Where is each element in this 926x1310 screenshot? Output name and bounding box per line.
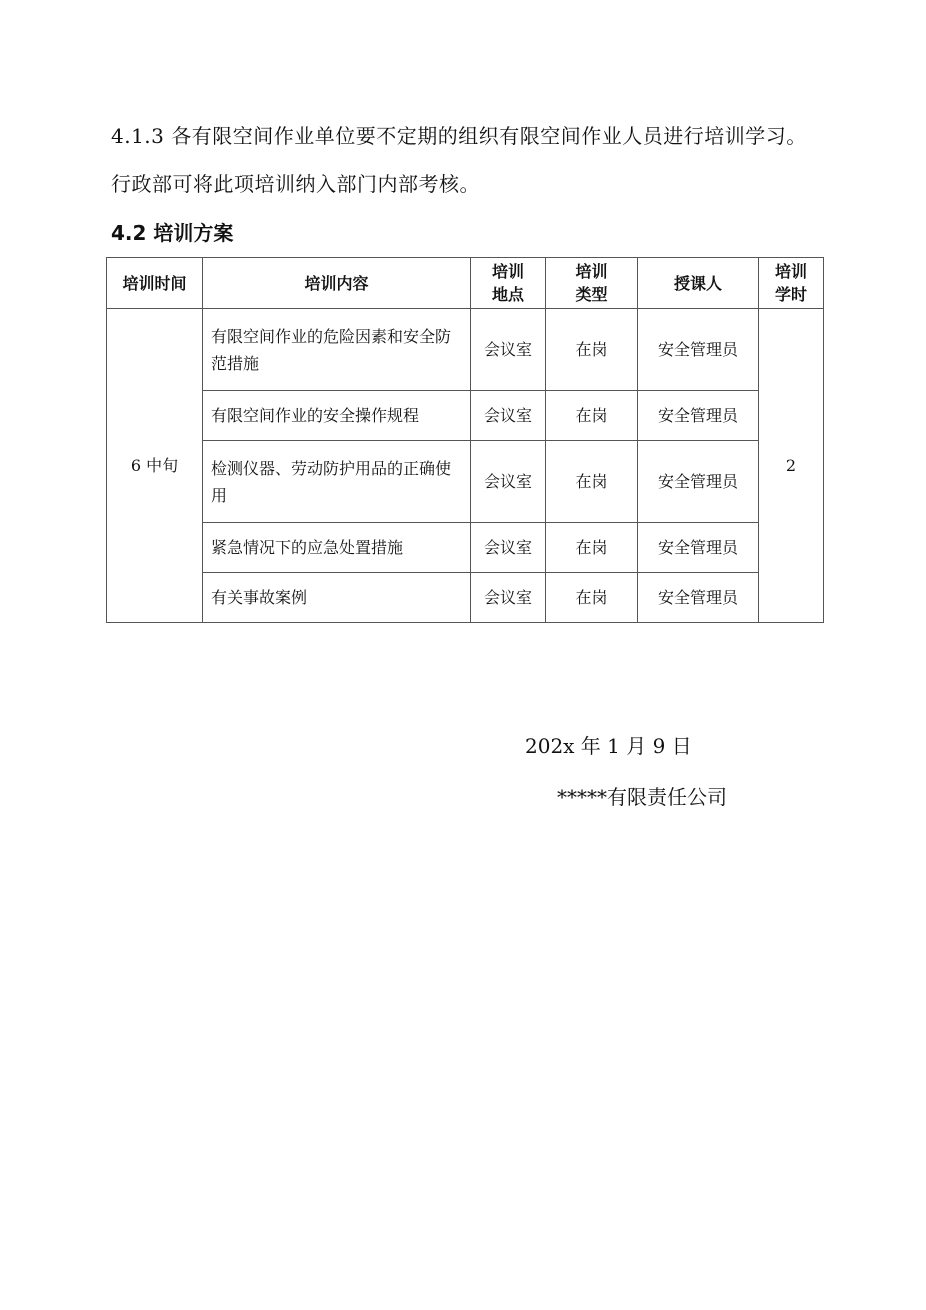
cell-lecturer: 安全管理员: [638, 523, 759, 573]
header-time: 培训时间: [107, 258, 203, 309]
header-location: 培训地点: [471, 258, 546, 309]
cell-lecturer: 安全管理员: [638, 309, 759, 391]
cell-lecturer: 安全管理员: [638, 391, 759, 441]
cell-location: 会议室: [471, 523, 546, 573]
cell-content: 有限空间作业的危险因素和安全防范措施: [203, 309, 471, 391]
table-row: [107, 441, 824, 523]
cell-type: 在岗: [546, 309, 638, 391]
header-content: 培训内容: [203, 258, 471, 309]
header-type: 培训类型: [546, 258, 638, 309]
training-plan-table: [106, 257, 824, 623]
cell-location: 会议室: [471, 309, 546, 391]
cell-time: 6 中旬: [107, 309, 203, 623]
cell-content: 有限空间作业的安全操作规程: [203, 391, 471, 441]
cell-location: 会议室: [471, 573, 546, 623]
table-header-row: [107, 258, 824, 309]
cell-lecturer: 安全管理员: [638, 441, 759, 523]
cell-type: 在岗: [546, 441, 638, 523]
cell-location: 会议室: [471, 391, 546, 441]
table-row: [107, 309, 824, 391]
cell-type: 在岗: [546, 573, 638, 623]
cell-content: 检测仪器、劳动防护用品的正确使用: [203, 441, 471, 523]
section-heading: 4.2 培训方案: [111, 221, 234, 245]
cell-type: 在岗: [546, 523, 638, 573]
document-date: 202x 年 1 月 9 日: [525, 734, 692, 758]
cell-type: 在岗: [546, 391, 638, 441]
cell-location: 会议室: [471, 441, 546, 523]
intro-paragraph: 4.1.3 各有限空间作业单位要不定期的组织有限空间作业人员进行培训学习。行政部可将此项培训纳入部门内部考核。: [111, 124, 807, 196]
table-row: [107, 391, 824, 441]
cell-hours: 2: [759, 309, 824, 623]
table-row: [107, 523, 824, 573]
table-row: [107, 573, 824, 623]
company-name: *****有限责任公司: [557, 785, 727, 809]
cell-lecturer: 安全管理员: [638, 573, 759, 623]
cell-content: 有关事故案例: [203, 573, 471, 623]
header-lecturer: 授课人: [638, 258, 759, 309]
header-hours: 培训学时: [759, 258, 824, 309]
cell-content: 紧急情况下的应急处置措施: [203, 523, 471, 573]
